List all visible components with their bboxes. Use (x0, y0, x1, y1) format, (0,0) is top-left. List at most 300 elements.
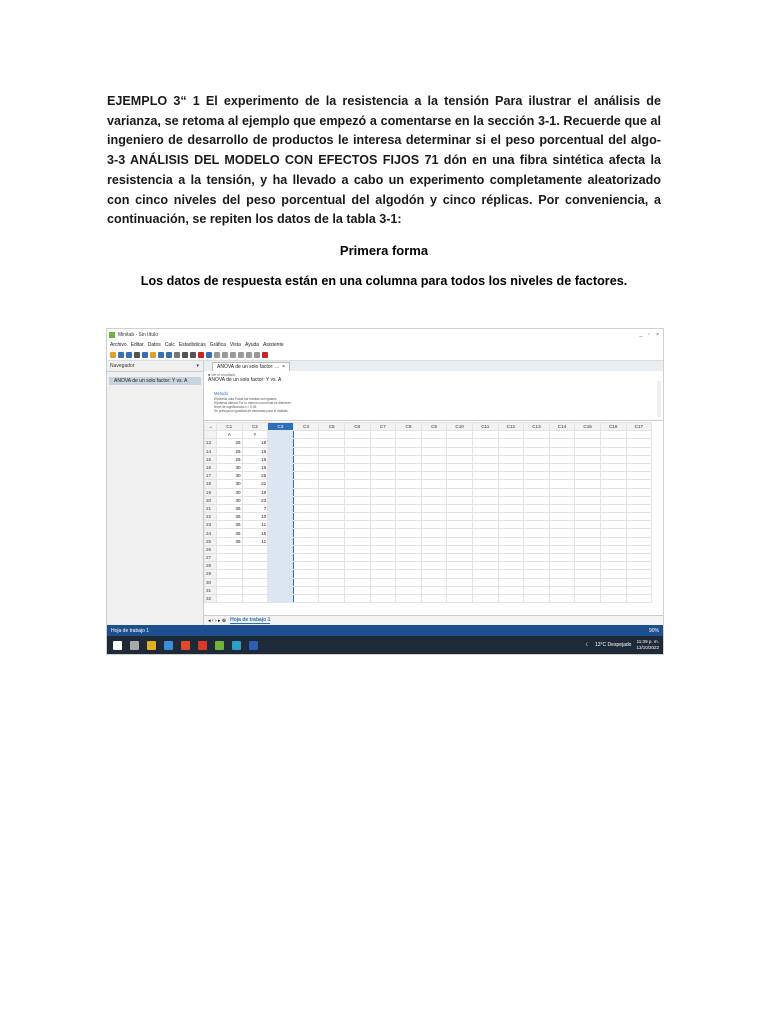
cell-empty[interactable] (626, 455, 652, 463)
cell-empty[interactable] (396, 463, 422, 471)
cell-empty[interactable] (293, 578, 319, 586)
cell-empty[interactable] (447, 537, 473, 545)
cell-empty[interactable] (626, 447, 652, 455)
sheet-tab[interactable]: Hoja de trabajo 1 (230, 617, 271, 623)
cell-empty[interactable] (319, 545, 345, 553)
cell-empty[interactable] (549, 521, 575, 529)
cell-y[interactable] (242, 570, 268, 578)
cell-empty[interactable] (447, 529, 473, 537)
cell-empty[interactable] (498, 472, 524, 480)
cell-empty[interactable] (421, 586, 447, 594)
cell-empty[interactable] (370, 496, 396, 504)
cell-empty[interactable] (396, 594, 422, 602)
clock[interactable] (636, 639, 659, 651)
cell-empty[interactable] (549, 472, 575, 480)
cell-empty[interactable] (575, 463, 601, 471)
cell-y[interactable]: 19 (242, 455, 268, 463)
cell-empty[interactable] (344, 455, 370, 463)
cell-empty[interactable] (319, 488, 345, 496)
cell-empty[interactable] (396, 455, 422, 463)
cell-empty[interactable] (319, 463, 345, 471)
cell-empty[interactable] (268, 554, 294, 562)
cell-empty[interactable] (421, 529, 447, 537)
row-number[interactable]: 28 (205, 562, 217, 570)
cell-empty[interactable] (626, 537, 652, 545)
cell-empty[interactable] (344, 447, 370, 455)
cell-empty[interactable] (370, 594, 396, 602)
column-name-cell[interactable] (600, 431, 626, 439)
column-name-cell[interactable] (396, 431, 422, 439)
cell-a[interactable]: 30 (217, 496, 243, 504)
cell-y[interactable]: 23 (242, 496, 268, 504)
cell-empty[interactable] (370, 570, 396, 578)
cell-empty[interactable] (319, 521, 345, 529)
column-name-cell[interactable] (370, 431, 396, 439)
cell-empty[interactable] (370, 545, 396, 553)
cell-y[interactable]: 25 (242, 472, 268, 480)
cell-empty[interactable] (396, 570, 422, 578)
row-number[interactable]: 26 (205, 545, 217, 553)
cell-empty[interactable] (268, 504, 294, 512)
menu-item-vista[interactable]: Vista (229, 341, 241, 348)
column-name-cell[interactable] (498, 431, 524, 439)
taskbar-app-icon[interactable] (198, 641, 207, 650)
column-name-cell[interactable] (447, 431, 473, 439)
cell-a[interactable]: 30 (217, 472, 243, 480)
cell-empty[interactable] (549, 463, 575, 471)
row-number[interactable]: 16 (205, 463, 217, 471)
cell-empty[interactable] (472, 488, 498, 496)
cell-y[interactable] (242, 578, 268, 586)
cell-empty[interactable] (268, 480, 294, 488)
column-name-cell[interactable]: A (217, 431, 243, 439)
cell-empty[interactable] (319, 537, 345, 545)
cell-empty[interactable] (498, 504, 524, 512)
cell-empty[interactable] (626, 554, 652, 562)
cell-empty[interactable] (268, 463, 294, 471)
toolbar-button-icon[interactable] (198, 352, 204, 358)
cell-empty[interactable] (626, 570, 652, 578)
cell-empty[interactable] (293, 562, 319, 570)
cell-empty[interactable] (344, 586, 370, 594)
cell-y[interactable]: 10 (242, 513, 268, 521)
taskbar-app-icon[interactable] (164, 641, 173, 650)
cell-empty[interactable] (549, 439, 575, 447)
cell-empty[interactable] (421, 496, 447, 504)
taskbar-app-icon[interactable] (113, 641, 122, 650)
cell-empty[interactable] (421, 594, 447, 602)
cell-empty[interactable] (600, 488, 626, 496)
cell-empty[interactable] (600, 480, 626, 488)
cell-y[interactable]: 11 (242, 537, 268, 545)
cell-empty[interactable] (447, 594, 473, 602)
cell-empty[interactable] (268, 488, 294, 496)
cell-empty[interactable] (524, 439, 550, 447)
cell-empty[interactable] (600, 513, 626, 521)
cell-empty[interactable] (626, 504, 652, 512)
cell-empty[interactable] (524, 455, 550, 463)
column-name-cell[interactable] (293, 431, 319, 439)
column-header-c4[interactable]: C4 (293, 423, 319, 431)
cell-empty[interactable] (268, 529, 294, 537)
cell-empty[interactable] (421, 545, 447, 553)
column-header-c1[interactable]: C1 (217, 423, 243, 431)
cell-empty[interactable] (549, 537, 575, 545)
cell-empty[interactable] (447, 513, 473, 521)
cell-empty[interactable] (268, 586, 294, 594)
cell-empty[interactable] (600, 554, 626, 562)
menu-item-estadísticas[interactable]: Estadísticas (178, 341, 206, 348)
cell-empty[interactable] (268, 521, 294, 529)
toolbar-button-icon[interactable] (206, 352, 212, 358)
cell-empty[interactable] (524, 594, 550, 602)
cell-empty[interactable] (370, 447, 396, 455)
cell-empty[interactable] (396, 504, 422, 512)
cell-empty[interactable] (370, 521, 396, 529)
cell-empty[interactable] (319, 504, 345, 512)
column-header-c11[interactable]: C11 (472, 423, 498, 431)
cell-empty[interactable] (447, 447, 473, 455)
window-control-2[interactable]: × (656, 331, 659, 338)
cell-empty[interactable] (447, 488, 473, 496)
cell-empty[interactable] (370, 554, 396, 562)
cell-empty[interactable] (575, 472, 601, 480)
cell-empty[interactable] (498, 586, 524, 594)
cell-empty[interactable] (421, 554, 447, 562)
menu-item-asistente[interactable]: Asistente (263, 341, 284, 348)
toolbar-button-icon[interactable] (190, 352, 196, 358)
window-control-0[interactable]: _ (639, 331, 643, 338)
cell-empty[interactable] (293, 480, 319, 488)
cell-empty[interactable] (600, 463, 626, 471)
cell-empty[interactable] (319, 455, 345, 463)
cell-empty[interactable] (344, 496, 370, 504)
cell-empty[interactable] (472, 504, 498, 512)
toolbar-button-icon[interactable] (166, 352, 172, 358)
cell-empty[interactable] (626, 529, 652, 537)
cell-empty[interactable] (319, 529, 345, 537)
cell-empty[interactable] (293, 513, 319, 521)
cell-empty[interactable] (319, 570, 345, 578)
cell-empty[interactable] (370, 578, 396, 586)
cell-empty[interactable] (626, 480, 652, 488)
cell-empty[interactable] (498, 463, 524, 471)
cell-empty[interactable] (600, 570, 626, 578)
cell-empty[interactable] (370, 537, 396, 545)
toolbar-button-icon[interactable] (182, 352, 188, 358)
cell-empty[interactable] (319, 562, 345, 570)
toolbar-button-icon[interactable] (142, 352, 148, 358)
cell-empty[interactable] (344, 570, 370, 578)
cell-empty[interactable] (293, 521, 319, 529)
toolbar-button-icon[interactable] (126, 352, 132, 358)
cell-empty[interactable] (524, 586, 550, 594)
cell-empty[interactable] (370, 504, 396, 512)
cell-empty[interactable] (293, 586, 319, 594)
cell-empty[interactable] (524, 578, 550, 586)
cell-a[interactable] (217, 545, 243, 553)
column-name-cell[interactable] (626, 431, 652, 439)
cell-empty[interactable] (524, 562, 550, 570)
toolbar-button-icon[interactable] (254, 352, 260, 358)
cell-empty[interactable] (498, 537, 524, 545)
cell-empty[interactable] (524, 513, 550, 521)
cell-y[interactable] (242, 586, 268, 594)
cell-empty[interactable] (370, 488, 396, 496)
cell-a[interactable]: 25 (217, 447, 243, 455)
cell-empty[interactable] (626, 586, 652, 594)
cell-empty[interactable] (575, 537, 601, 545)
cell-empty[interactable] (370, 472, 396, 480)
row-number[interactable]: 17 (205, 472, 217, 480)
cell-a[interactable] (217, 570, 243, 578)
menu-item-ayuda[interactable]: Ayuda (244, 341, 260, 348)
cell-empty[interactable] (268, 562, 294, 570)
cell-empty[interactable] (626, 439, 652, 447)
cell-a[interactable] (217, 586, 243, 594)
cell-empty[interactable] (344, 488, 370, 496)
cell-empty[interactable] (524, 472, 550, 480)
cell-empty[interactable] (396, 513, 422, 521)
row-number[interactable]: 14 (205, 447, 217, 455)
cell-empty[interactable] (319, 554, 345, 562)
cell-empty[interactable] (293, 447, 319, 455)
cell-empty[interactable] (421, 504, 447, 512)
cell-empty[interactable] (575, 496, 601, 504)
cell-empty[interactable] (447, 496, 473, 504)
cell-a[interactable]: 35 (217, 513, 243, 521)
cell-empty[interactable] (472, 586, 498, 594)
cell-empty[interactable] (344, 578, 370, 586)
cell-a[interactable]: 30 (217, 480, 243, 488)
cell-empty[interactable] (319, 480, 345, 488)
chevron-down-icon[interactable]: ▾ (196, 363, 199, 369)
cell-empty[interactable] (421, 488, 447, 496)
cell-empty[interactable] (370, 513, 396, 521)
tab-anova-output[interactable] (212, 362, 290, 371)
cell-empty[interactable] (472, 455, 498, 463)
toolbar-button-icon[interactable] (246, 352, 252, 358)
cell-empty[interactable] (319, 439, 345, 447)
cell-empty[interactable] (344, 504, 370, 512)
cell-empty[interactable] (524, 537, 550, 545)
column-name-cell[interactable] (524, 431, 550, 439)
cell-empty[interactable] (549, 562, 575, 570)
cell-empty[interactable] (421, 578, 447, 586)
cell-empty[interactable] (472, 521, 498, 529)
cell-empty[interactable] (370, 529, 396, 537)
menu-item-calc[interactable]: Calc (164, 341, 175, 348)
cell-empty[interactable] (293, 554, 319, 562)
cell-empty[interactable] (344, 529, 370, 537)
cell-empty[interactable] (472, 463, 498, 471)
cell-empty[interactable] (575, 488, 601, 496)
cell-empty[interactable] (575, 447, 601, 455)
output-scrollbar[interactable] (657, 381, 661, 417)
cell-empty[interactable] (472, 529, 498, 537)
cell-empty[interactable] (421, 472, 447, 480)
cell-empty[interactable] (370, 480, 396, 488)
cell-empty[interactable] (472, 578, 498, 586)
cell-empty[interactable] (344, 513, 370, 521)
cell-a[interactable]: 30 (217, 463, 243, 471)
cell-y[interactable]: 15 (242, 529, 268, 537)
cell-y[interactable] (242, 562, 268, 570)
column-header-c15[interactable]: C15 (575, 423, 601, 431)
toolbar-button-icon[interactable] (238, 352, 244, 358)
column-name-cell[interactable] (268, 431, 294, 439)
cell-empty[interactable] (293, 455, 319, 463)
cell-empty[interactable] (268, 439, 294, 447)
cell-empty[interactable] (421, 562, 447, 570)
column-header-c2[interactable]: C2 (242, 423, 268, 431)
cell-y[interactable]: 7 (242, 504, 268, 512)
taskbar-app-icon[interactable] (181, 641, 190, 650)
cell-empty[interactable] (447, 545, 473, 553)
cell-empty[interactable] (600, 529, 626, 537)
cell-empty[interactable] (396, 447, 422, 455)
cell-empty[interactable] (575, 562, 601, 570)
cell-empty[interactable] (600, 537, 626, 545)
cell-empty[interactable] (447, 439, 473, 447)
cell-empty[interactable] (447, 562, 473, 570)
column-header-c8[interactable]: C8 (396, 423, 422, 431)
toolbar-button-icon[interactable] (110, 352, 116, 358)
cell-empty[interactable] (575, 529, 601, 537)
cell-empty[interactable] (524, 496, 550, 504)
row-number[interactable]: 15 (205, 455, 217, 463)
column-header-c3[interactable]: C3 (268, 423, 294, 431)
column-name-cell[interactable] (319, 431, 345, 439)
cell-empty[interactable] (344, 594, 370, 602)
cell-empty[interactable] (575, 578, 601, 586)
column-header-c7[interactable]: C7 (370, 423, 396, 431)
toolbar-button-icon[interactable] (222, 352, 228, 358)
cell-empty[interactable] (268, 578, 294, 586)
window-control-1[interactable]: ▫ (648, 331, 651, 338)
cell-empty[interactable] (472, 570, 498, 578)
cell-empty[interactable] (600, 545, 626, 553)
cell-empty[interactable] (524, 529, 550, 537)
cell-empty[interactable] (293, 537, 319, 545)
cell-empty[interactable] (524, 463, 550, 471)
cell-empty[interactable] (344, 537, 370, 545)
cell-empty[interactable] (498, 496, 524, 504)
cell-empty[interactable] (626, 594, 652, 602)
row-number[interactable]: 13 (205, 439, 217, 447)
cell-empty[interactable] (447, 472, 473, 480)
cell-empty[interactable] (472, 439, 498, 447)
column-header-c5[interactable]: C5 (319, 423, 345, 431)
cell-empty[interactable] (600, 562, 626, 570)
cell-empty[interactable] (268, 545, 294, 553)
cell-empty[interactable] (421, 570, 447, 578)
cell-empty[interactable] (293, 570, 319, 578)
cell-empty[interactable] (268, 537, 294, 545)
cell-empty[interactable] (549, 480, 575, 488)
column-name-cell[interactable] (549, 431, 575, 439)
cell-empty[interactable] (498, 554, 524, 562)
cell-empty[interactable] (472, 554, 498, 562)
column-name-cell[interactable] (575, 431, 601, 439)
toolbar-button-icon[interactable] (262, 352, 268, 358)
cell-empty[interactable] (600, 455, 626, 463)
menu-item-editar[interactable]: Editar (130, 341, 144, 348)
cell-empty[interactable] (447, 463, 473, 471)
cell-empty[interactable] (396, 472, 422, 480)
row-number[interactable]: 20 (205, 496, 217, 504)
cell-empty[interactable] (447, 521, 473, 529)
cell-empty[interactable] (370, 586, 396, 594)
cell-empty[interactable] (421, 447, 447, 455)
cell-empty[interactable] (396, 562, 422, 570)
cell-empty[interactable] (268, 447, 294, 455)
cell-empty[interactable] (575, 480, 601, 488)
cell-empty[interactable] (396, 496, 422, 504)
cell-empty[interactable] (549, 513, 575, 521)
menu-item-datos[interactable]: Datos (147, 341, 161, 348)
cell-empty[interactable] (549, 554, 575, 562)
column-name-cell[interactable] (344, 431, 370, 439)
cell-empty[interactable] (293, 496, 319, 504)
cell-a[interactable]: 35 (217, 521, 243, 529)
cell-empty[interactable] (524, 554, 550, 562)
cell-empty[interactable] (549, 504, 575, 512)
column-header-c14[interactable]: C14 (549, 423, 575, 431)
cell-empty[interactable] (319, 472, 345, 480)
cell-empty[interactable] (575, 570, 601, 578)
row-number[interactable]: 18 (205, 480, 217, 488)
cell-a[interactable]: 35 (217, 529, 243, 537)
cell-empty[interactable] (472, 480, 498, 488)
cell-empty[interactable] (396, 578, 422, 586)
cell-empty[interactable] (447, 504, 473, 512)
column-name-cell[interactable] (421, 431, 447, 439)
cell-empty[interactable] (472, 594, 498, 602)
cell-empty[interactable] (370, 463, 396, 471)
cell-empty[interactable] (498, 570, 524, 578)
cell-empty[interactable] (344, 472, 370, 480)
cell-empty[interactable] (268, 513, 294, 521)
column-name-cell[interactable] (472, 431, 498, 439)
cell-empty[interactable] (600, 504, 626, 512)
cell-empty[interactable] (396, 545, 422, 553)
cell-empty[interactable] (472, 496, 498, 504)
cell-empty[interactable] (344, 463, 370, 471)
column-name-cell[interactable]: Y (242, 431, 268, 439)
cell-empty[interactable] (498, 562, 524, 570)
cell-empty[interactable] (600, 447, 626, 455)
cell-empty[interactable] (396, 521, 422, 529)
cell-empty[interactable] (421, 513, 447, 521)
cell-empty[interactable] (293, 472, 319, 480)
cell-empty[interactable] (472, 562, 498, 570)
cell-empty[interactable] (498, 521, 524, 529)
row-number[interactable]: 32 (205, 594, 217, 602)
corner-cell[interactable]: → (205, 423, 217, 431)
cell-empty[interactable] (498, 513, 524, 521)
cell-empty[interactable] (524, 447, 550, 455)
cell-a[interactable]: 25 (217, 439, 243, 447)
cell-empty[interactable] (575, 513, 601, 521)
cell-empty[interactable] (524, 521, 550, 529)
cell-empty[interactable] (472, 513, 498, 521)
cell-empty[interactable] (268, 496, 294, 504)
column-header-c16[interactable]: C16 (600, 423, 626, 431)
cell-empty[interactable] (600, 521, 626, 529)
cell-empty[interactable] (293, 463, 319, 471)
toolbar-button-icon[interactable] (230, 352, 236, 358)
